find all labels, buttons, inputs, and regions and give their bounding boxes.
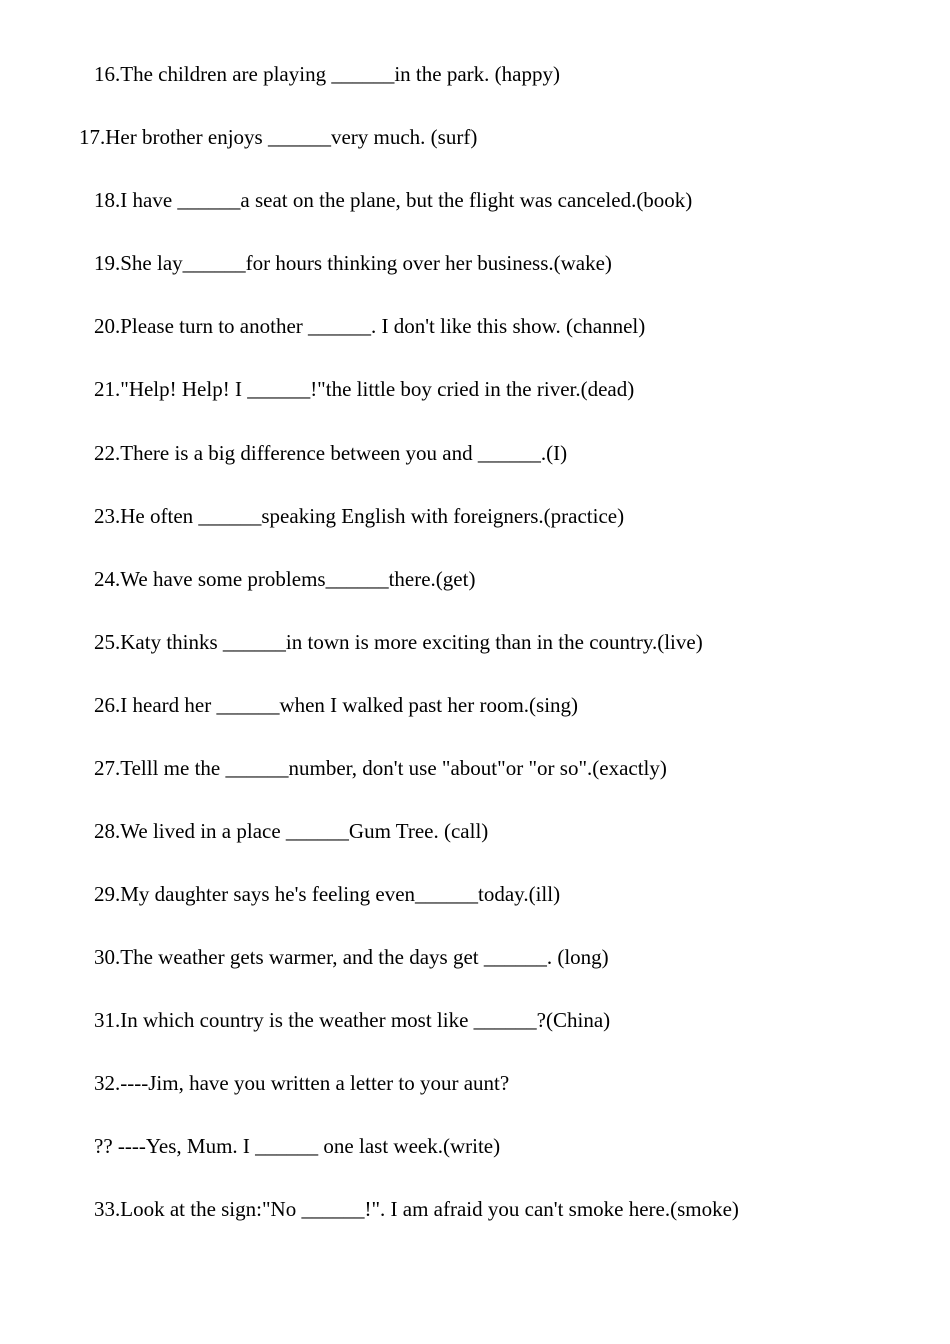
question-33: 33.Look at the sign:"No ______!". I am afraid you can't smoke here.(smoke) (94, 1197, 739, 1221)
question-27: 27.Telll me the ______number, don't use "about"or "or so".(exactly) (94, 756, 667, 780)
question-26: 26.I heard her ______when I walked past her room.(sing) (94, 693, 579, 717)
question-18: 18.I have ______a seat on the plane, but the flight was canceled.(book) (94, 188, 693, 212)
question-25: 25.Katy thinks ______in town is more exciting than in the country.(live) (94, 630, 703, 654)
question-19: 19.She lay______for hours thinking over her business.(wake) (94, 251, 612, 275)
question-31: 31.In which country is the weather most like ______?(China) (94, 1008, 611, 1032)
question-28: 28.We lived in a place ______Gum Tree. (call) (94, 819, 489, 843)
question-30: 30.The weather gets warmer, and the days get ______. (long) (94, 945, 609, 969)
question-32: 32.----Jim, have you written a letter to your aunt? (94, 1071, 510, 1095)
question-24: 24.We have some problems______there.(get) (94, 567, 476, 591)
question-22: 22.There is a big difference between you and ______.(I) (94, 441, 568, 465)
question-16: 16.The children are playing ______in the park. (happy) (94, 62, 560, 86)
question-32-answer: ?? ----Yes, Mum. I ______ one last week.(write) (94, 1134, 501, 1158)
question-17: 17.Her brother enjoys ______very much. (surf) (79, 125, 478, 149)
question-21: 21."Help! Help! I ______!"the little boy cried in the river.(dead) (94, 377, 635, 401)
question-23: 23.He often ______speaking English with foreigners.(practice) (94, 504, 625, 528)
question-20: 20.Please turn to another ______. I don't like this show. (channel) (94, 314, 646, 338)
question-29: 29.My daughter says he's feeling even______today.(ill) (94, 882, 561, 906)
